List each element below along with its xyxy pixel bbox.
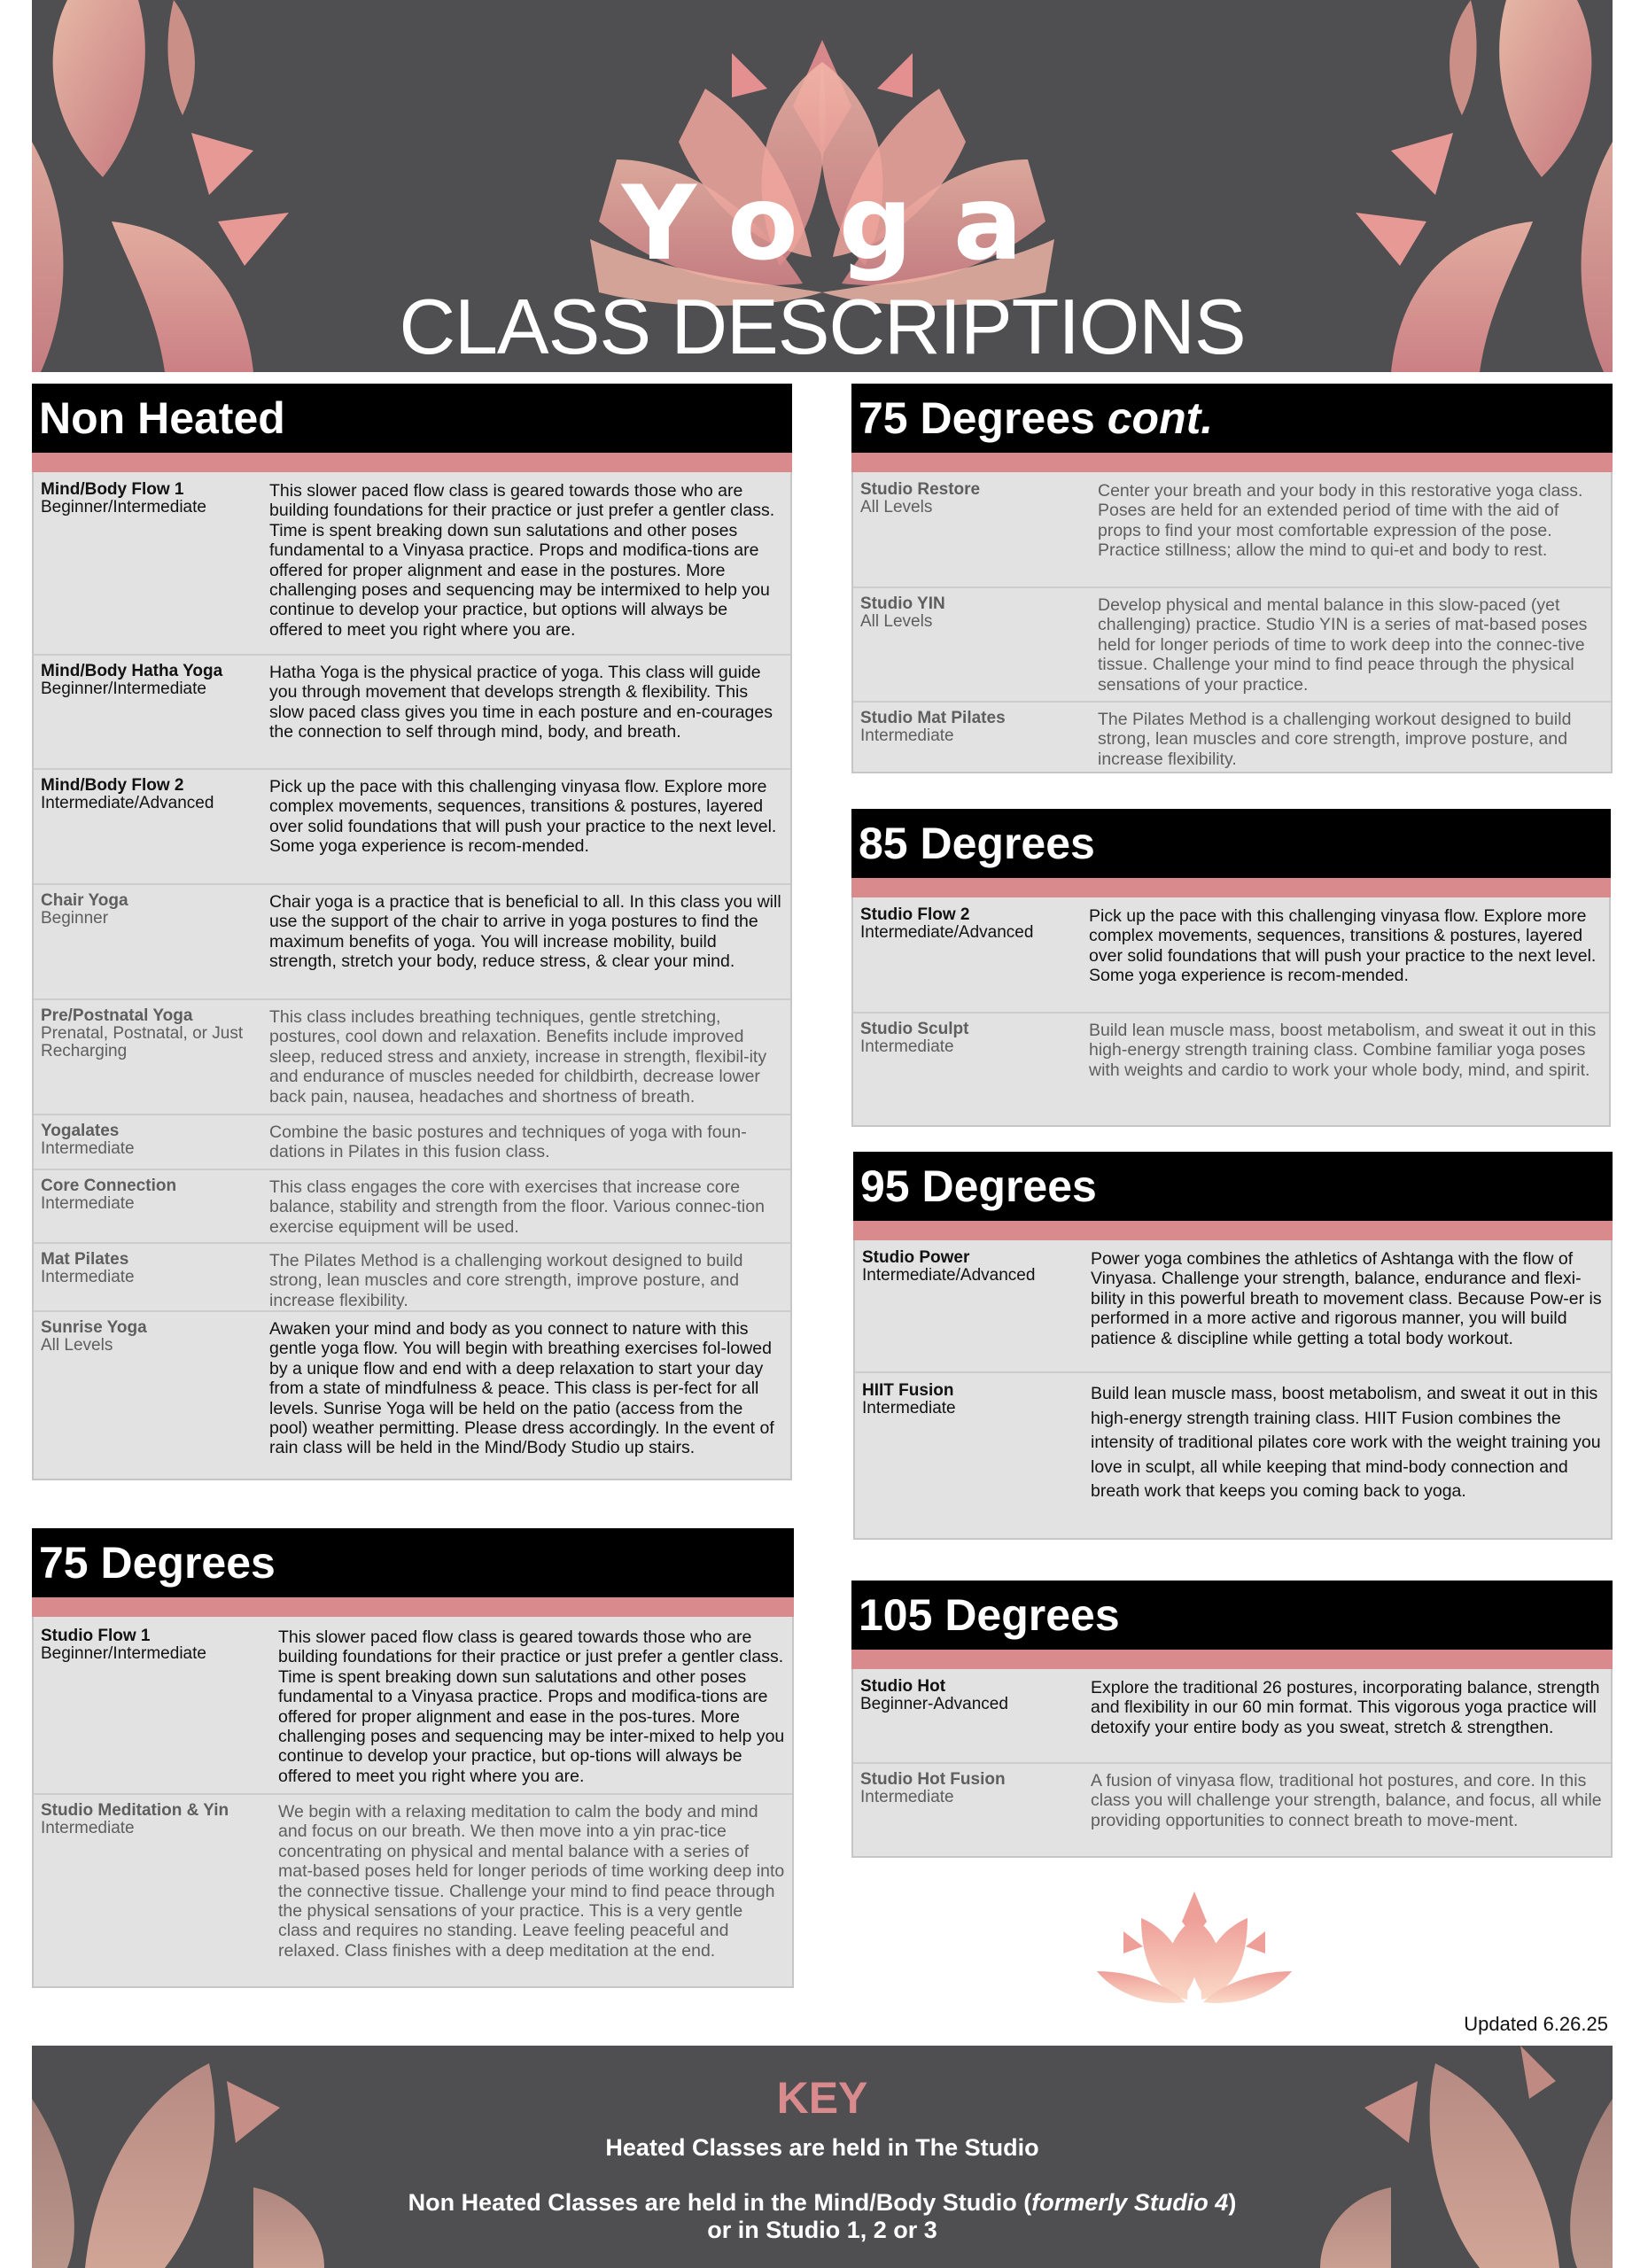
class-name: Mat Pilates: [41, 1250, 129, 1269]
class-name: Mind/Body Hatha Yoga: [41, 662, 223, 680]
class-level: Intermediate: [860, 1788, 954, 1806]
class-level: Prenatal, Postnatal, or Just Recharging: [41, 1024, 244, 1060]
class-description: This slower paced flow class is geared towards those who are building foundations for their practice or just prefer a gentler class. Time is spent breaking down sun salutations and other poses fundamental to a Vinyasa practice. Props and modifica-tions are offered for proper alignment and ease in the postures. More challenging poses and sequencing may be intermixed to help you continue to develop your practice, but options will always be offered to meet you right where you are.: [269, 481, 775, 640]
class-row: [855, 1371, 1611, 1538]
page-title: Yoga: [621, 164, 1064, 284]
class-level: Intermediate: [41, 1268, 135, 1286]
section-85-degrees: [851, 809, 1611, 1127]
class-level: Intermediate: [41, 1819, 135, 1837]
class-list: [851, 897, 1611, 1127]
class-level: Beginner: [41, 909, 109, 928]
section-title: 105 Degrees: [851, 1581, 1613, 1650]
section-75-degrees-cont: [851, 384, 1613, 773]
class-name: Studio Hot: [860, 1677, 946, 1696]
key-title: KEY: [776, 2073, 868, 2123]
class-row: [34, 1169, 790, 1242]
class-level: Intermediate: [860, 726, 954, 745]
class-row: [34, 998, 790, 1114]
class-level: Beginner-Advanced: [860, 1695, 1008, 1713]
class-level: All Levels: [860, 498, 933, 517]
class-level: Intermediate: [862, 1399, 956, 1418]
class-row: [853, 1669, 1611, 1762]
class-description: This class includes breathing techniques, gentle stretching, postures, cool down and relaxation. Benefits include improved sleep, reduced stress and anxiety, increase in strength, flexibil-ity and endurance of muscles needed for childbirth, decrease lower back pain, nausea, headaches and shortness of breath.: [269, 1007, 767, 1107]
class-row: [34, 1114, 790, 1169]
class-row: [34, 1793, 792, 1986]
class-row: [853, 586, 1611, 701]
lotus-logo: [1088, 1891, 1301, 2007]
class-row: [34, 1310, 790, 1479]
class-name: Studio Sculpt: [860, 1020, 969, 1038]
class-description: The Pilates Method is a challenging workout designed to build strong, lean muscles and core strength, improve posture, and increase flexibility.: [269, 1251, 743, 1310]
class-list: [851, 472, 1613, 773]
class-name: Mind/Body Flow 1: [41, 480, 184, 499]
section-title: 75 Degrees: [32, 1528, 794, 1597]
class-name: Studio Hot Fusion: [860, 1770, 1006, 1789]
class-list: [851, 1669, 1613, 1858]
accent-bar: [851, 1650, 1613, 1669]
class-name: Pre/Postnatal Yoga: [41, 1006, 193, 1025]
accent-bar: [32, 453, 792, 472]
class-name: Studio YIN: [860, 594, 945, 613]
class-description: Pick up the pace with this challenging vinyasa flow. Explore more complex movements, sequences, transitions & postures, layered over solid foundations that will push your practice to the next level. Some yoga experience is recom-mended.: [269, 777, 777, 857]
class-row: [34, 768, 790, 883]
class-name: HIIT Fusion: [862, 1381, 954, 1400]
key-heated-note: Heated Classes are held in The Studio: [605, 2134, 1039, 2161]
class-row: [853, 897, 1609, 1012]
class-description: Build lean muscle mass, boost metabolism, and sweat it out in this high-energy strength training class. Combine familiar yoga poses with weights and cardio to work your whole body, mind, and spirit.: [1089, 1021, 1597, 1080]
key-footer: [32, 2046, 1613, 2268]
class-name: Studio Mat Pilates: [860, 709, 1006, 727]
class-level: Intermediate: [860, 1037, 954, 1056]
class-level: Intermediate/Advanced: [860, 923, 1034, 942]
class-name: Studio Meditation & Yin: [41, 1801, 229, 1820]
class-row: [855, 1240, 1611, 1371]
class-description: We begin with a relaxing meditation to calm the body and mind and focus on our breath. We then move into a yin prac-tice concentrating on physical and mental balance with a series of mat-based poses held for longer periods of time working deep into the connective tissue. Challenge your mind to find peace through the physical sensations of your practice. This is a very gentle class and requires no standing. Leave feeling peaceful and relaxed. Class finishes with a deep meditation at the end.: [278, 1802, 785, 1961]
section-105-degrees: [851, 1581, 1613, 1858]
class-description: Pick up the pace with this challenging vinyasa flow. Explore more complex movements, sequences, transitions & postures, layered over solid foundations that will push your practice to the next level. Some yoga experience is recom-mended.: [1089, 906, 1597, 986]
page-subtitle: CLASS DESCRIPTIONS: [399, 283, 1246, 370]
class-row: [34, 472, 790, 654]
class-name: Studio Flow 2: [860, 905, 970, 924]
class-row: [853, 701, 1611, 772]
class-description: Combine the basic postures and techniques of yoga with foun-dations in Pilates in this fusion class.: [269, 1122, 747, 1162]
section-title: Non Heated: [32, 384, 792, 453]
section-title: 95 Degrees: [853, 1152, 1613, 1221]
class-name: Studio Restore: [860, 480, 981, 499]
class-description: Explore the traditional 26 postures, incorporating balance, strength and flexibility in our 60 min format. This vigorous yoga practice will detoxify your entire body as you sweat, stretch & strengthen.: [1091, 1678, 1600, 1737]
accent-bar: [851, 453, 1613, 472]
section-title: 85 Degrees: [851, 809, 1611, 878]
class-list: [32, 472, 792, 1480]
section-non-heated: [32, 384, 792, 1480]
class-description: Develop physical and mental balance in this slow-paced (yet challenging) practice. Studio YIN is a series of mat-based poses held for longer periods of time to work deep into the connec-tive tissue. Challenge your mind to find peace through the physical sensations of your practice.: [1098, 595, 1588, 695]
class-level: Intermediate: [41, 1194, 135, 1213]
class-description: Build lean muscle mass, boost metabolism, and sweat it out in this high-energy strength training class. HIIT Fusion combines the intensity of traditional pilates core work with the weight training you love in sculpt, all while keeping that mind-body connection and breath work that keeps you coming back to yoga.: [1091, 1384, 1601, 1501]
class-name: Studio Flow 1: [41, 1627, 151, 1645]
class-list: [853, 1240, 1613, 1540]
class-level: Beginner/Intermediate: [41, 680, 206, 698]
class-row: [853, 1762, 1611, 1856]
class-row: [853, 472, 1611, 586]
class-description: Chair yoga is a practice that is beneficial to all. In this class you will use the support of the chair to arrive in yoga postures to find the maximum benefits of yoga. You will increase mobility, build strength, stretch your body, reduce stress, & clear your mind.: [269, 892, 781, 972]
class-row: [34, 1617, 792, 1793]
section-75-degrees: [32, 1528, 794, 1988]
updated-date: Updated 6.26.25: [1464, 2013, 1608, 2035]
class-description: Awaken your mind and body as you connect to nature with this gentle yoga flow. You will begin with breathing exercises fol-lowed by a unique flow and end with a deep relaxation to start your day from a state of mindfulness & peace. This class is per-fect for all levels. Sunrise Yoga will be held on the patio (access from the pool) weather permitting. Please dress accordingly. In the event of rain class will be held in the Mind/Body Studio up stairs.: [269, 1319, 774, 1458]
class-description: The Pilates Method is a challenging workout designed to build strong, lean muscles and core strength, improve posture, and increase flexibility.: [1098, 710, 1572, 769]
accent-bar: [32, 1597, 794, 1617]
class-row: [853, 1012, 1609, 1125]
class-level: Beginner/Intermediate: [41, 1644, 206, 1663]
class-name: Yogalates: [41, 1122, 120, 1140]
class-level: Intermediate: [41, 1139, 135, 1158]
class-row: [34, 883, 790, 998]
class-list: [32, 1617, 794, 1988]
section-95-degrees: [853, 1152, 1613, 1540]
class-row: [34, 654, 790, 768]
class-description: A fusion of vinyasa flow, traditional hot postures, and core. In this class you will challenge your strength, balance, and focus, all while providing opportunities to connect breath to move-ment.: [1091, 1771, 1602, 1830]
class-description: Center your breath and your body in this restorative yoga class. Poses are held for an extended period of time with the aid of props to find your most comfortable expression of the pose. Practice stillness; allow the mind to qui-et and body to rest.: [1098, 481, 1583, 561]
class-level: Beginner/Intermediate: [41, 498, 206, 517]
class-name: Chair Yoga: [41, 891, 128, 910]
class-description: This slower paced flow class is geared towards those who are building foundations for their practice or just prefer a gentler class. Time is spent breaking down sun salutations and other poses fundamental to a Vinyasa practice. Props and modifica-tions are offered for proper alignment and ease in the pos-tures. More challenging poses and sequencing may be inter-mixed to help you continue to develop your practice, but op-tions will always be offered to meet you right where you are.: [278, 1627, 785, 1786]
class-description: Hatha Yoga is the physical practice of yoga. This class will guide you through movement that develops strength & flexibility. This slow paced class gives you time in each posture and en-courages the connection to self through mind, body, and breath.: [269, 663, 773, 742]
class-level: All Levels: [41, 1336, 113, 1355]
class-name: Studio Power: [862, 1248, 970, 1267]
section-title: 75 Degrees cont.: [851, 384, 1613, 453]
class-level: Intermediate/Advanced: [862, 1266, 1036, 1285]
class-name: Core Connection: [41, 1177, 177, 1195]
class-name: Mind/Body Flow 2: [41, 776, 184, 795]
class-name: Sunrise Yoga: [41, 1318, 147, 1337]
key-non-heated-note: Non Heated Classes are held in the Mind/Body Studio (formerly Studio 4) or in Studio 1, 2 or 3: [408, 2189, 1237, 2243]
accent-bar: [851, 878, 1611, 897]
class-level: Intermediate/Advanced: [41, 794, 214, 812]
class-description: This class engages the core with exercises that increase core balance, stability and strength from the floor. Various connec-tion exercise equipment will be used.: [269, 1177, 765, 1237]
class-row: [34, 1242, 790, 1310]
header-banner: [32, 0, 1613, 372]
accent-bar: [853, 1221, 1613, 1240]
class-description: Power yoga combines the athletics of Ashtanga with the flow of Vinyasa. Challenge your strength, balance, endurance and flexi-bility in this powerful breath to movement class. Because Pow-er is performed in a more active and rigorous manner, you will build patience & discipline while getting a total body workout.: [1091, 1249, 1602, 1348]
class-level: All Levels: [860, 612, 933, 631]
